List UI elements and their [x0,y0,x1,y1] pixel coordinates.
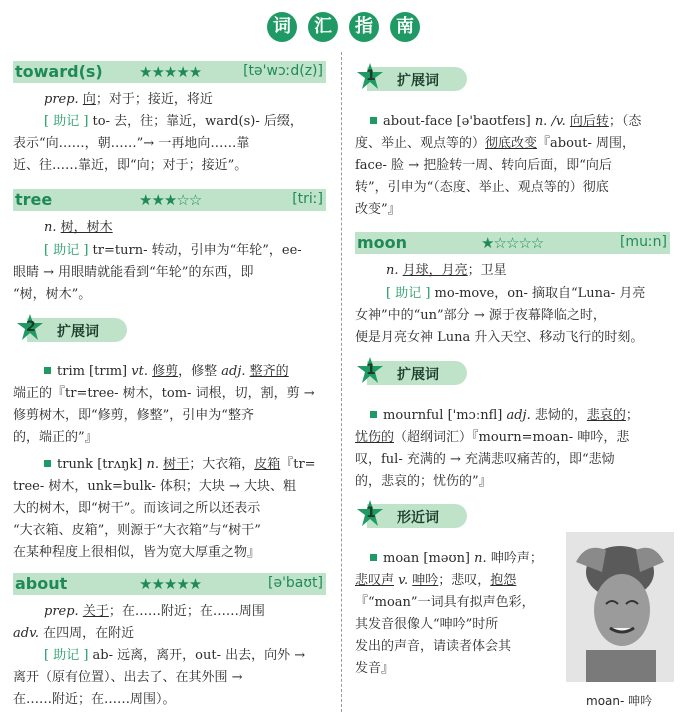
star-rating: ★★★★★ [139,63,202,81]
memo-line: 离开（原有位置）、出去了、在其外围 → [13,670,243,685]
trunk-line: tree- 树木，unk=bulk- 体积；大块 → 大块、粗 [13,479,297,494]
memo-line: 表示“向……，朝……”→ 一再地向……靠 [13,136,250,151]
definition: prep. 向；对于；接近，将近 [44,92,213,107]
trim-line: trim [trɪm] vt. 修剪，修整 adj. 整齐的 [44,361,289,383]
trunk-line: 大的树木，即“树干”。而该词之所以还表示 [13,501,261,516]
tag-label: 扩展词 [397,73,439,89]
entry-bar-moon [355,232,670,254]
header-char-2: 汇 [308,12,338,42]
mournful-line: 的，悲哀的；忧伤的”』 [355,474,492,489]
mournful-line: 叹，ful- 充满的 → 充满悲叹痛苦的，即“悲恸 [355,452,615,467]
entry-bar-tree [13,189,326,211]
moan-line: 『“moan”一词具有拟声色彩， [355,595,535,610]
similar-word-tag [357,502,467,530]
trim-line: 的，端正的”』 [13,430,98,445]
memo-line: [ 助记 ] mo-move，on- 摘取自“Luna- 月亮 [386,286,646,301]
trunk-line: 在某种程度上很相似，皆为宽大厚重之物』 [13,545,261,560]
moan-line: 悲叹声 v. 呻吟；悲叹，抱怨 [355,573,517,588]
extension-tag [357,65,467,93]
star-rating: ★★★☆☆ [139,191,202,209]
memo-line: 近、往……靠近，即“向；对于；接近”。 [13,158,248,173]
about-face-line: about-face [ə'baʊtfeɪs] n. /v. 向后转；（态 [370,111,641,133]
entry-bar-toward [13,61,326,83]
memo-line: [ 助记 ] tr=turn- 转动，引申为“年轮”，ee- [44,243,302,258]
memo-line: 便是月亮女神 Luna 升入天空、移动飞行的时刻。 [355,330,644,345]
tag-number: 1 [366,362,376,378]
extension-tag [17,316,127,344]
trim-line: 端正的『tr=tree- 树木，tom- 词根，切，割，剪 → [13,386,315,401]
headword: toward(s) [15,62,103,81]
memo-line: 眼睛 → 用眼睛就能看到“年轮”的东西，即 [13,265,254,280]
face-illustration [566,532,674,682]
about-face-line: 度、举止、观点等的）彻底改变『about- 周围， [355,136,636,151]
star-rating: ★★★★★ [139,575,202,593]
memo-line: 女神”中的“un”部分 → 源于夜幕降临之时， [355,308,606,323]
headword: tree [15,190,53,209]
tag-number: 1 [366,68,376,84]
memo-line: 在……附近；在……周围）。 [13,692,176,707]
trim-line: 修剪树木，即“修剪，修整”，引申为“整齐 [13,408,254,423]
memo-line: [ 助记 ] to- 去，往；靠近，ward(s)- 后缀， [44,114,303,129]
headword: moon [357,233,408,252]
bullet-icon [370,117,377,124]
bullet-icon [44,460,51,467]
moan-line: moan [məʊn] n. 呻吟声； [370,548,543,570]
definition: prep. 关于；在……附近；在……周围 [44,604,265,619]
definition: n. 月球，月亮；卫星 [386,263,507,278]
about-face-line: 转”，引申为“（态度、举止、观点等的）彻底 [355,180,609,195]
extension-tag [357,359,467,387]
phonetic: [triː] [292,191,323,207]
mournful-line: 忧伤的（超纲词汇）『mourn=moan- 呻吟，悲 [355,430,630,445]
moan-line: 其发音很像人“呻吟”时所 [355,617,499,632]
trunk-line: “大衣箱、皮箱”，则源于“大衣箱”与“树干” [13,523,261,538]
entry-bar-about [13,573,326,595]
tag-label: 形近词 [397,510,439,526]
tag-number: 1 [366,505,376,521]
trunk-line: trunk [trʌŋk] n. 树干；大衣箱，皮箱『tr= [44,454,316,476]
phonetic: [ə'baʊt] [268,575,323,591]
tag-label: 扩展词 [397,367,439,383]
mournful-line: mournful ['mɔːnfl] adj. 悲恸的，悲哀的； [370,405,639,427]
bullet-icon [370,411,377,418]
moan-line: 发出的声音，请读者体会其 [355,639,512,654]
moaning-man-photo [566,532,674,682]
tag-label: 扩展词 [57,324,99,340]
definition-2: adv. 在四周，在附近 [13,626,135,641]
tag-number: 2 [26,319,36,335]
memo-line: [ 助记 ] ab- 远离，离开，out- 出去，向外 → [44,648,306,663]
moan-line: 发音』 [355,661,395,676]
photo-caption: moan- 呻吟 [586,694,653,708]
definition: n. 树，树木 [44,220,113,235]
bullet-icon [44,367,51,374]
column-divider [341,52,342,712]
phonetic: [tə'wɔːd(z)] [243,63,323,79]
header-char-3: 指 [349,12,379,42]
section-header [0,8,691,48]
header-char-4: 南 [390,12,420,42]
headword: about [15,574,68,593]
about-face-line: 改变”』 [355,202,401,217]
about-face-line: face- 脸 → 把脸转一周、转向后面，即“向后 [355,158,612,173]
memo-line: “树，树木”。 [13,287,92,302]
phonetic: [muːn] [619,234,667,250]
bullet-icon [370,554,377,561]
header-char-1: 词 [267,12,297,42]
star-rating: ★☆☆☆☆ [481,234,544,252]
